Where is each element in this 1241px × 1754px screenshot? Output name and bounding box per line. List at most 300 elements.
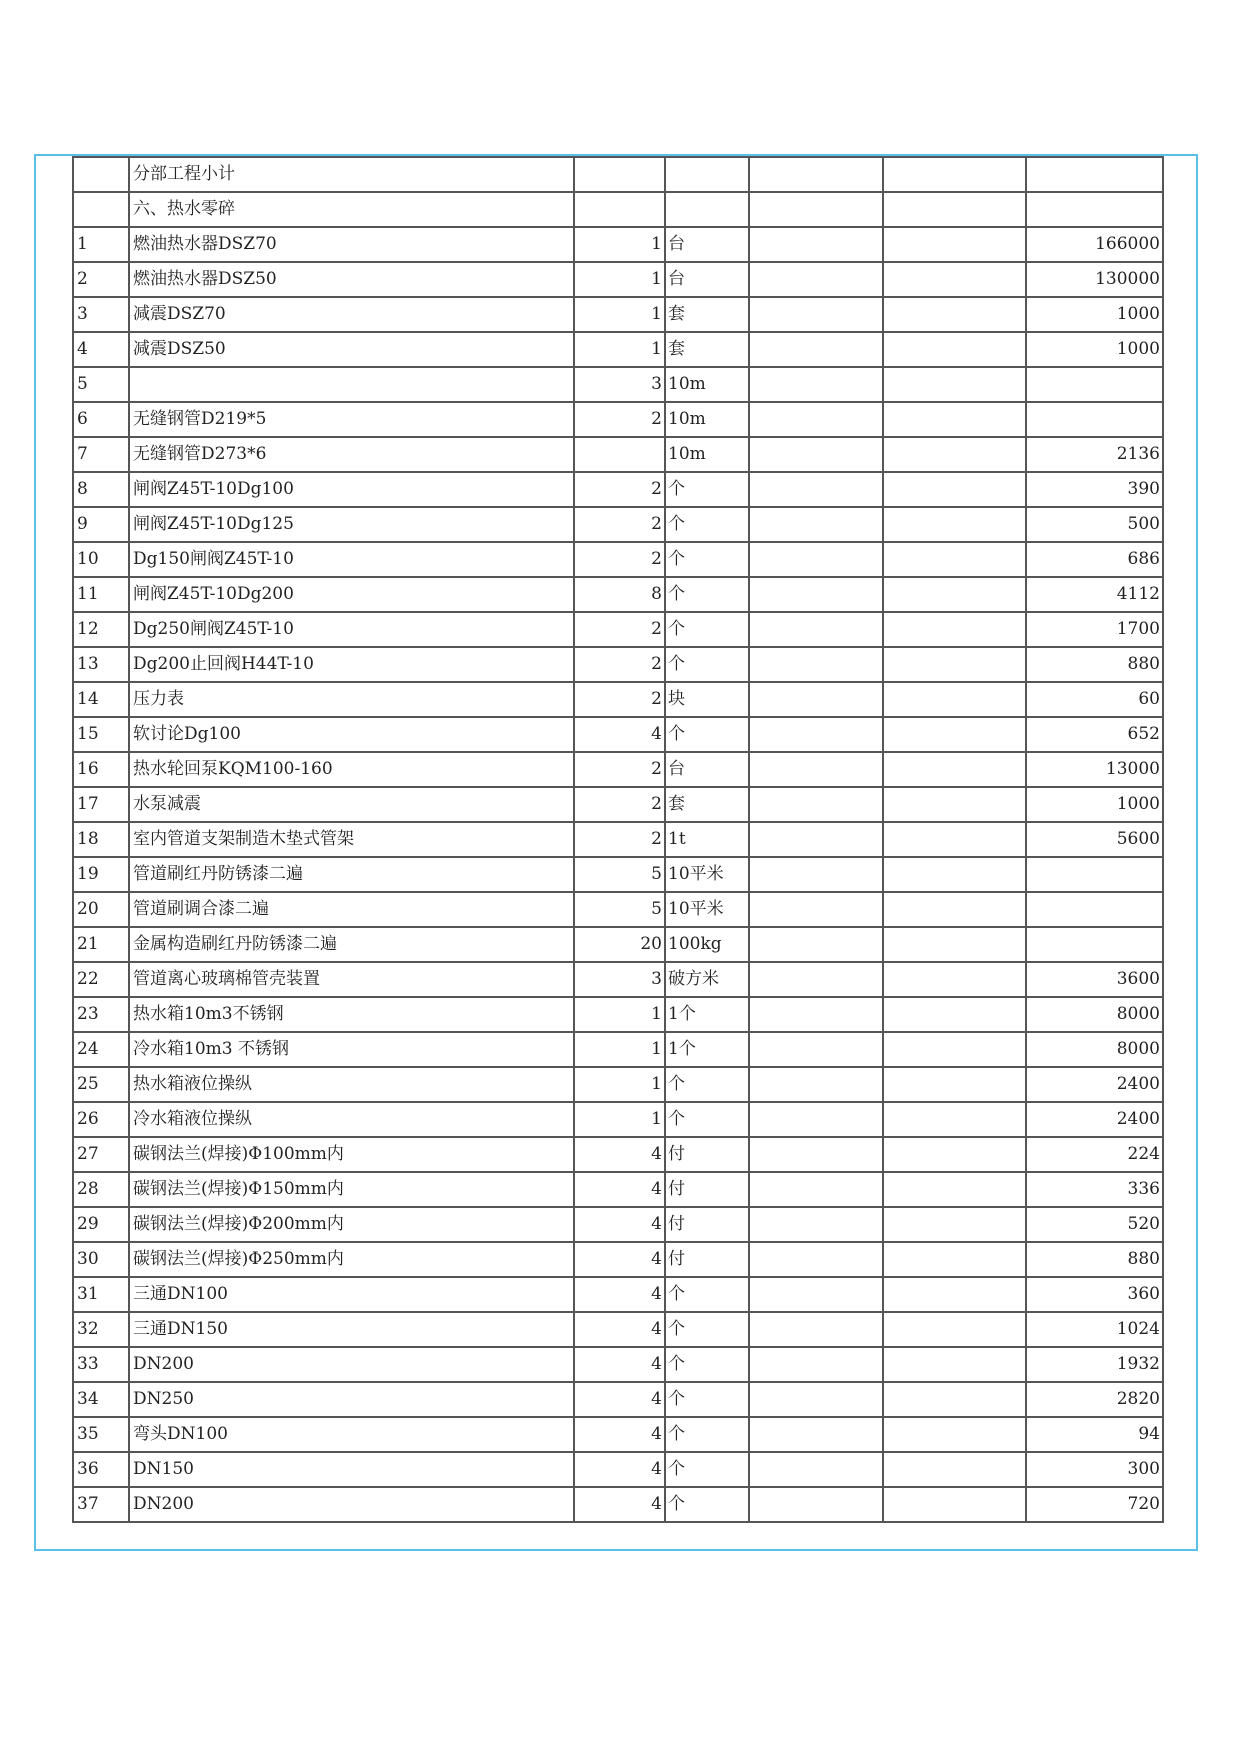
table-row xyxy=(73,507,1163,542)
item-number-cell: 3 xyxy=(73,297,129,332)
total-price-cell xyxy=(883,1137,1026,1172)
table-row xyxy=(73,1032,1163,1067)
unit-price-cell xyxy=(749,612,883,647)
table-row xyxy=(73,297,1163,332)
unit-cell xyxy=(665,157,749,192)
amount-cell xyxy=(1026,927,1163,962)
unit-price-cell xyxy=(749,507,883,542)
amount-cell: 880 xyxy=(1026,1242,1163,1277)
item-number-cell: 17 xyxy=(73,787,129,822)
amount-cell: 720 xyxy=(1026,1487,1163,1522)
table-row xyxy=(73,577,1163,612)
amount-cell: 1024 xyxy=(1026,1312,1163,1347)
quantity-cell: 1 xyxy=(574,1067,665,1102)
amount-cell: 8000 xyxy=(1026,997,1163,1032)
quantity-cell: 20 xyxy=(574,927,665,962)
unit-cell: 个 xyxy=(665,577,749,612)
item-name-cell: Dg150闸阀Z45T-10 xyxy=(129,542,574,577)
unit-price-cell xyxy=(749,402,883,437)
table-row xyxy=(73,822,1163,857)
item-name-cell: 碳钢法兰(焊接)Φ200mm内 xyxy=(129,1207,574,1242)
unit-cell: 套 xyxy=(665,332,749,367)
item-name-cell: 减震DSZ70 xyxy=(129,297,574,332)
quantity-cell: 2 xyxy=(574,507,665,542)
unit-cell: 台 xyxy=(665,227,749,262)
unit-cell: 个 xyxy=(665,717,749,752)
unit-cell: 10平米 xyxy=(665,857,749,892)
unit-cell: 个 xyxy=(665,1452,749,1487)
amount-cell xyxy=(1026,857,1163,892)
item-number-cell xyxy=(73,192,129,227)
total-price-cell xyxy=(883,542,1026,577)
unit-price-cell xyxy=(749,1137,883,1172)
item-number-cell: 12 xyxy=(73,612,129,647)
item-name-cell: 金属构造刷红丹防锈漆二遍 xyxy=(129,927,574,962)
amount-cell: 390 xyxy=(1026,472,1163,507)
total-price-cell xyxy=(883,402,1026,437)
unit-price-cell xyxy=(749,1172,883,1207)
item-name-cell: 管道离心玻璃棉管壳装置 xyxy=(129,962,574,997)
item-number-cell: 21 xyxy=(73,927,129,962)
amount-cell: 2400 xyxy=(1026,1067,1163,1102)
item-name-cell: DN250 xyxy=(129,1382,574,1417)
unit-cell: 付 xyxy=(665,1242,749,1277)
quantity-cell: 1 xyxy=(574,262,665,297)
quantity-cell: 4 xyxy=(574,1347,665,1382)
cost-table xyxy=(72,156,1164,1523)
amount-cell: 60 xyxy=(1026,682,1163,717)
table-body xyxy=(73,157,1163,1522)
item-number-cell: 15 xyxy=(73,717,129,752)
amount-cell xyxy=(1026,157,1163,192)
total-price-cell xyxy=(883,1172,1026,1207)
total-price-cell xyxy=(883,192,1026,227)
table-row xyxy=(73,892,1163,927)
quantity-cell xyxy=(574,192,665,227)
item-name-cell: DN200 xyxy=(129,1487,574,1522)
table-row xyxy=(73,962,1163,997)
item-name-cell: 三通DN100 xyxy=(129,1277,574,1312)
table-row xyxy=(73,1207,1163,1242)
quantity-cell: 2 xyxy=(574,647,665,682)
item-number-cell: 18 xyxy=(73,822,129,857)
amount-cell: 224 xyxy=(1026,1137,1163,1172)
item-number-cell: 37 xyxy=(73,1487,129,1522)
total-price-cell xyxy=(883,927,1026,962)
amount-cell: 5600 xyxy=(1026,822,1163,857)
quantity-cell: 4 xyxy=(574,1417,665,1452)
total-price-cell xyxy=(883,577,1026,612)
unit-price-cell xyxy=(749,1347,883,1382)
item-number-cell: 4 xyxy=(73,332,129,367)
total-price-cell xyxy=(883,367,1026,402)
quantity-cell: 4 xyxy=(574,1277,665,1312)
item-name-cell: 闸阀Z45T-10Dg200 xyxy=(129,577,574,612)
unit-price-cell xyxy=(749,437,883,472)
item-number-cell: 32 xyxy=(73,1312,129,1347)
unit-price-cell xyxy=(749,157,883,192)
table-row xyxy=(73,717,1163,752)
item-name-cell: 分部工程小计 xyxy=(129,157,574,192)
unit-cell: 付 xyxy=(665,1207,749,1242)
amount-cell: 336 xyxy=(1026,1172,1163,1207)
amount-cell: 166000 xyxy=(1026,227,1163,262)
unit-cell: 付 xyxy=(665,1172,749,1207)
unit-cell: 1t xyxy=(665,822,749,857)
item-number-cell: 22 xyxy=(73,962,129,997)
item-number-cell: 26 xyxy=(73,1102,129,1137)
table-row xyxy=(73,682,1163,717)
item-number-cell: 9 xyxy=(73,507,129,542)
item-number-cell: 35 xyxy=(73,1417,129,1452)
amount-cell: 2820 xyxy=(1026,1382,1163,1417)
table-row xyxy=(73,752,1163,787)
quantity-cell: 2 xyxy=(574,752,665,787)
unit-cell: 1个 xyxy=(665,997,749,1032)
unit-price-cell xyxy=(749,542,883,577)
total-price-cell xyxy=(883,1347,1026,1382)
unit-price-cell xyxy=(749,192,883,227)
quantity-cell: 4 xyxy=(574,1312,665,1347)
total-price-cell xyxy=(883,157,1026,192)
quantity-cell: 2 xyxy=(574,787,665,822)
unit-price-cell xyxy=(749,892,883,927)
quantity-cell: 2 xyxy=(574,472,665,507)
item-number-cell: 31 xyxy=(73,1277,129,1312)
unit-price-cell xyxy=(749,367,883,402)
table-row xyxy=(73,647,1163,682)
quantity-cell: 1 xyxy=(574,332,665,367)
total-price-cell xyxy=(883,822,1026,857)
unit-cell: 10m xyxy=(665,402,749,437)
total-price-cell xyxy=(883,752,1026,787)
total-price-cell xyxy=(883,1312,1026,1347)
unit-cell: 100kg xyxy=(665,927,749,962)
item-number-cell: 20 xyxy=(73,892,129,927)
table-row xyxy=(73,1382,1163,1417)
item-number-cell: 14 xyxy=(73,682,129,717)
item-number-cell xyxy=(73,157,129,192)
unit-cell: 个 xyxy=(665,1487,749,1522)
amount-cell: 1700 xyxy=(1026,612,1163,647)
amount-cell: 8000 xyxy=(1026,1032,1163,1067)
amount-cell: 520 xyxy=(1026,1207,1163,1242)
quantity-cell: 1 xyxy=(574,297,665,332)
unit-cell: 个 xyxy=(665,1417,749,1452)
table-row xyxy=(73,437,1163,472)
amount-cell xyxy=(1026,402,1163,437)
amount-cell: 2400 xyxy=(1026,1102,1163,1137)
table-row xyxy=(73,997,1163,1032)
item-number-cell: 7 xyxy=(73,437,129,472)
unit-price-cell xyxy=(749,1312,883,1347)
item-number-cell: 6 xyxy=(73,402,129,437)
unit-price-cell xyxy=(749,1067,883,1102)
unit-price-cell xyxy=(749,962,883,997)
quantity-cell: 2 xyxy=(574,682,665,717)
quantity-cell: 4 xyxy=(574,1452,665,1487)
quantity-cell: 4 xyxy=(574,1137,665,1172)
quantity-cell: 1 xyxy=(574,997,665,1032)
unit-cell: 1个 xyxy=(665,1032,749,1067)
unit-price-cell xyxy=(749,1242,883,1277)
item-number-cell: 27 xyxy=(73,1137,129,1172)
item-number-cell: 8 xyxy=(73,472,129,507)
unit-cell: 套 xyxy=(665,297,749,332)
item-name-cell: DN200 xyxy=(129,1347,574,1382)
total-price-cell xyxy=(883,297,1026,332)
item-name-cell xyxy=(129,367,574,402)
item-number-cell: 16 xyxy=(73,752,129,787)
unit-price-cell xyxy=(749,647,883,682)
unit-cell: 套 xyxy=(665,787,749,822)
amount-cell: 13000 xyxy=(1026,752,1163,787)
item-number-cell: 13 xyxy=(73,647,129,682)
item-name-cell: 室内管道支架制造木垫式管架 xyxy=(129,822,574,857)
unit-price-cell xyxy=(749,857,883,892)
table-row xyxy=(73,402,1163,437)
unit-price-cell xyxy=(749,927,883,962)
item-name-cell: 热水轮回泵KQM100-160 xyxy=(129,752,574,787)
item-name-cell: 软讨论Dg100 xyxy=(129,717,574,752)
quantity-cell: 2 xyxy=(574,612,665,647)
total-price-cell xyxy=(883,1207,1026,1242)
quantity-cell: 8 xyxy=(574,577,665,612)
quantity-cell xyxy=(574,157,665,192)
table-row xyxy=(73,1417,1163,1452)
total-price-cell xyxy=(883,1032,1026,1067)
amount-cell: 1000 xyxy=(1026,787,1163,822)
table-row xyxy=(73,787,1163,822)
unit-price-cell xyxy=(749,577,883,612)
unit-cell: 10m xyxy=(665,437,749,472)
quantity-cell: 4 xyxy=(574,1242,665,1277)
amount-cell: 3600 xyxy=(1026,962,1163,997)
unit-cell: 10平米 xyxy=(665,892,749,927)
total-price-cell xyxy=(883,1487,1026,1522)
unit-cell: 个 xyxy=(665,1102,749,1137)
unit-price-cell xyxy=(749,1102,883,1137)
unit-cell: 10m xyxy=(665,367,749,402)
unit-price-cell xyxy=(749,997,883,1032)
unit-cell: 台 xyxy=(665,262,749,297)
item-name-cell: 无缝钢管D273*6 xyxy=(129,437,574,472)
amount-cell: 1000 xyxy=(1026,297,1163,332)
amount-cell: 652 xyxy=(1026,717,1163,752)
unit-price-cell xyxy=(749,1487,883,1522)
item-name-cell: 冷水箱10m3 不锈钢 xyxy=(129,1032,574,1067)
quantity-cell: 1 xyxy=(574,1102,665,1137)
total-price-cell xyxy=(883,1452,1026,1487)
unit-cell: 个 xyxy=(665,472,749,507)
table-row xyxy=(73,192,1163,227)
table-row xyxy=(73,1452,1163,1487)
total-price-cell xyxy=(883,997,1026,1032)
unit-price-cell xyxy=(749,717,883,752)
item-number-cell: 1 xyxy=(73,227,129,262)
item-number-cell: 33 xyxy=(73,1347,129,1382)
unit-cell: 个 xyxy=(665,1382,749,1417)
total-price-cell xyxy=(883,1417,1026,1452)
unit-price-cell xyxy=(749,682,883,717)
unit-price-cell xyxy=(749,787,883,822)
quantity-cell: 2 xyxy=(574,542,665,577)
amount-cell xyxy=(1026,367,1163,402)
total-price-cell xyxy=(883,717,1026,752)
table-row xyxy=(73,1172,1163,1207)
amount-cell: 500 xyxy=(1026,507,1163,542)
item-number-cell: 19 xyxy=(73,857,129,892)
quantity-cell: 3 xyxy=(574,962,665,997)
unit-cell: 个 xyxy=(665,542,749,577)
item-name-cell: 热水箱液位操纵 xyxy=(129,1067,574,1102)
unit-cell: 块 xyxy=(665,682,749,717)
total-price-cell xyxy=(883,787,1026,822)
quantity-cell: 3 xyxy=(574,367,665,402)
item-name-cell: 闸阀Z45T-10Dg125 xyxy=(129,507,574,542)
item-number-cell: 5 xyxy=(73,367,129,402)
item-name-cell: 无缝钢管D219*5 xyxy=(129,402,574,437)
total-price-cell xyxy=(883,1067,1026,1102)
table-row xyxy=(73,542,1163,577)
unit-cell: 个 xyxy=(665,1067,749,1102)
item-number-cell: 29 xyxy=(73,1207,129,1242)
total-price-cell xyxy=(883,1102,1026,1137)
amount-cell: 1000 xyxy=(1026,332,1163,367)
item-name-cell: 六、热水零碎 xyxy=(129,192,574,227)
unit-cell: 个 xyxy=(665,1347,749,1382)
unit-cell: 个 xyxy=(665,647,749,682)
item-name-cell: 三通DN150 xyxy=(129,1312,574,1347)
table-row xyxy=(73,1137,1163,1172)
table-row xyxy=(73,612,1163,647)
unit-cell: 个 xyxy=(665,1277,749,1312)
quantity-cell: 5 xyxy=(574,857,665,892)
item-number-cell: 25 xyxy=(73,1067,129,1102)
unit-price-cell xyxy=(749,1032,883,1067)
item-number-cell: 23 xyxy=(73,997,129,1032)
table-row xyxy=(73,472,1163,507)
total-price-cell xyxy=(883,962,1026,997)
table-row xyxy=(73,1067,1163,1102)
item-name-cell: 碳钢法兰(焊接)Φ250mm内 xyxy=(129,1242,574,1277)
item-number-cell: 30 xyxy=(73,1242,129,1277)
quantity-cell xyxy=(574,437,665,472)
total-price-cell xyxy=(883,1277,1026,1312)
item-name-cell: 冷水箱液位操纵 xyxy=(129,1102,574,1137)
table-row xyxy=(73,857,1163,892)
item-number-cell: 2 xyxy=(73,262,129,297)
amount-cell: 300 xyxy=(1026,1452,1163,1487)
quantity-cell: 4 xyxy=(574,1172,665,1207)
item-name-cell: 减震DSZ50 xyxy=(129,332,574,367)
table-row xyxy=(73,262,1163,297)
item-number-cell: 28 xyxy=(73,1172,129,1207)
unit-price-cell xyxy=(749,1207,883,1242)
table-row xyxy=(73,227,1163,262)
amount-cell: 1932 xyxy=(1026,1347,1163,1382)
total-price-cell xyxy=(883,472,1026,507)
unit-cell xyxy=(665,192,749,227)
amount-cell: 2136 xyxy=(1026,437,1163,472)
item-name-cell: 闸阀Z45T-10Dg100 xyxy=(129,472,574,507)
quantity-cell: 4 xyxy=(574,1207,665,1242)
unit-price-cell xyxy=(749,332,883,367)
unit-cell: 付 xyxy=(665,1137,749,1172)
item-name-cell: 水泵减震 xyxy=(129,787,574,822)
table-row xyxy=(73,1242,1163,1277)
item-name-cell: 管道刷调合漆二遍 xyxy=(129,892,574,927)
unit-price-cell xyxy=(749,822,883,857)
quantity-cell: 1 xyxy=(574,1032,665,1067)
unit-price-cell xyxy=(749,1417,883,1452)
item-name-cell: 碳钢法兰(焊接)Φ100mm内 xyxy=(129,1137,574,1172)
unit-price-cell xyxy=(749,752,883,787)
quantity-cell: 4 xyxy=(574,717,665,752)
total-price-cell xyxy=(883,892,1026,927)
quantity-cell: 2 xyxy=(574,822,665,857)
item-name-cell: DN150 xyxy=(129,1452,574,1487)
total-price-cell xyxy=(883,332,1026,367)
unit-price-cell xyxy=(749,227,883,262)
table-row xyxy=(73,1487,1163,1522)
item-name-cell: 碳钢法兰(焊接)Φ150mm内 xyxy=(129,1172,574,1207)
quantity-cell: 5 xyxy=(574,892,665,927)
total-price-cell xyxy=(883,262,1026,297)
item-number-cell: 10 xyxy=(73,542,129,577)
unit-price-cell xyxy=(749,262,883,297)
total-price-cell xyxy=(883,507,1026,542)
amount-cell: 360 xyxy=(1026,1277,1163,1312)
item-number-cell: 11 xyxy=(73,577,129,612)
total-price-cell xyxy=(883,647,1026,682)
unit-price-cell xyxy=(749,472,883,507)
unit-cell: 个 xyxy=(665,612,749,647)
quantity-cell: 2 xyxy=(574,402,665,437)
amount-cell: 880 xyxy=(1026,647,1163,682)
amount-cell: 4112 xyxy=(1026,577,1163,612)
item-number-cell: 24 xyxy=(73,1032,129,1067)
table-row xyxy=(73,1347,1163,1382)
item-name-cell: 热水箱10m3不锈钢 xyxy=(129,997,574,1032)
total-price-cell xyxy=(883,437,1026,472)
unit-cell: 个 xyxy=(665,1312,749,1347)
table-row xyxy=(73,332,1163,367)
table-row xyxy=(73,157,1163,192)
item-name-cell: 弯头DN100 xyxy=(129,1417,574,1452)
total-price-cell xyxy=(883,682,1026,717)
table-row xyxy=(73,1312,1163,1347)
item-name-cell: Dg250闸阀Z45T-10 xyxy=(129,612,574,647)
table-row xyxy=(73,1102,1163,1137)
quantity-cell: 1 xyxy=(574,227,665,262)
item-number-cell: 34 xyxy=(73,1382,129,1417)
unit-cell: 破方米 xyxy=(665,962,749,997)
total-price-cell xyxy=(883,612,1026,647)
unit-price-cell xyxy=(749,1452,883,1487)
item-name-cell: 燃油热水器DSZ50 xyxy=(129,262,574,297)
item-number-cell: 36 xyxy=(73,1452,129,1487)
unit-cell: 台 xyxy=(665,752,749,787)
quantity-cell: 4 xyxy=(574,1382,665,1417)
amount-cell xyxy=(1026,892,1163,927)
total-price-cell xyxy=(883,227,1026,262)
total-price-cell xyxy=(883,1382,1026,1417)
unit-price-cell xyxy=(749,1382,883,1417)
amount-cell: 686 xyxy=(1026,542,1163,577)
total-price-cell xyxy=(883,1242,1026,1277)
unit-price-cell xyxy=(749,297,883,332)
